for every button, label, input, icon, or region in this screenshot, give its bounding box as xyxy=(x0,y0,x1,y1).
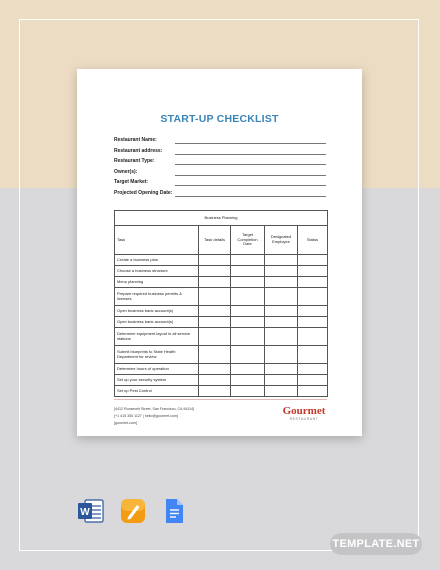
table-row xyxy=(115,346,328,364)
field-blank-line xyxy=(175,175,326,176)
empty-cell xyxy=(265,386,298,397)
column-header: Target Completion Date xyxy=(231,226,265,255)
empty-cell xyxy=(265,277,298,288)
field-label: Projected Opening Date: xyxy=(114,189,173,196)
empty-cell xyxy=(199,277,231,288)
empty-cell xyxy=(231,306,265,317)
field-label: Target Market: xyxy=(114,179,149,185)
task-name-cell: Prepare required business permits & licenses xyxy=(115,288,199,306)
task-name-cell: Create a business plan xyxy=(115,255,199,266)
address-line: [gourmet.com] xyxy=(114,420,137,425)
table-row xyxy=(115,328,328,346)
field-blank-line xyxy=(175,164,326,165)
task-name-cell: Choose a business structure xyxy=(115,266,199,277)
task-name-cell: Open business bank account(s) xyxy=(115,317,199,328)
checklist-table xyxy=(114,210,328,397)
empty-cell xyxy=(298,386,328,397)
empty-cell xyxy=(298,375,328,386)
empty-cell xyxy=(265,317,298,328)
column-header: Designated Employee xyxy=(265,226,298,255)
empty-cell xyxy=(265,346,298,364)
task-name-cell: Set up your security system xyxy=(115,375,199,386)
field-restaurant-name xyxy=(114,137,326,148)
field-blank-line xyxy=(175,196,326,197)
empty-cell xyxy=(298,364,328,375)
empty-cell xyxy=(231,288,265,306)
empty-cell xyxy=(265,266,298,277)
column-header: Task details xyxy=(199,226,231,255)
field-label: Owner(s): xyxy=(114,168,138,175)
document-title: START-UP CHECKLIST xyxy=(160,113,279,125)
empty-cell xyxy=(199,317,231,328)
empty-cell xyxy=(199,255,231,266)
task-name-cell: Determine hours of operation xyxy=(115,364,199,375)
empty-cell xyxy=(231,266,265,277)
empty-cell xyxy=(298,277,328,288)
empty-cell xyxy=(199,364,231,375)
empty-cell xyxy=(265,306,298,317)
footer-divider xyxy=(114,399,327,400)
empty-cell xyxy=(298,306,328,317)
empty-cell xyxy=(199,346,231,364)
empty-cell xyxy=(265,375,298,386)
field-label: Restaurant Name: xyxy=(114,137,157,143)
field-restaurant-address xyxy=(114,148,326,159)
column-header: Status xyxy=(298,226,328,255)
field-blank-line xyxy=(175,185,326,186)
table-row xyxy=(115,375,328,386)
empty-cell xyxy=(199,328,231,346)
table-row xyxy=(115,317,328,328)
google-docs-icon[interactable] xyxy=(160,497,188,530)
empty-cell xyxy=(199,266,231,277)
field-label: Restaurant address: xyxy=(114,147,163,154)
field-restaurant-type xyxy=(114,158,326,169)
empty-cell xyxy=(199,375,231,386)
svg-text:W: W xyxy=(80,507,90,518)
document-page xyxy=(77,69,362,436)
empty-cell xyxy=(231,277,265,288)
task-name-cell: Determine equipment layout in all service stations xyxy=(115,328,199,346)
empty-cell xyxy=(265,328,298,346)
task-name-cell: Menu planning xyxy=(115,277,199,288)
empty-cell xyxy=(265,255,298,266)
empty-cell xyxy=(231,346,265,364)
task-name-cell: Submit blueprints to State Health Department for review xyxy=(115,346,199,364)
task-name-cell: Open business bank account(s) xyxy=(115,306,199,317)
empty-cell xyxy=(231,255,265,266)
empty-cell xyxy=(298,288,328,306)
empty-cell xyxy=(298,346,328,364)
field-label: Restaurant Type: xyxy=(114,158,155,164)
logo-subtitle: RESTAURANT xyxy=(289,417,319,421)
field-projected-opening-date xyxy=(114,190,326,201)
field-owners xyxy=(114,169,326,180)
empty-cell xyxy=(298,255,328,266)
footer-address xyxy=(114,406,194,426)
empty-cell xyxy=(231,364,265,375)
table-row xyxy=(115,306,328,317)
table-row xyxy=(115,277,328,288)
field-target-market xyxy=(114,179,326,190)
info-fields xyxy=(114,137,326,200)
table-row xyxy=(115,255,328,266)
empty-cell xyxy=(199,306,231,317)
empty-cell xyxy=(231,317,265,328)
logo-name: Gourmet xyxy=(282,405,326,417)
column-header: Task xyxy=(115,226,199,255)
table-row xyxy=(115,364,328,375)
field-blank-line xyxy=(175,143,326,144)
address-line: [4412 Roosevelt Street, San Francisco, CA 94114] xyxy=(114,407,195,411)
empty-cell xyxy=(231,328,265,346)
table-header-row xyxy=(115,226,328,255)
empty-cell xyxy=(298,317,328,328)
table-row xyxy=(115,386,328,397)
empty-cell xyxy=(298,266,328,277)
table-row xyxy=(115,266,328,277)
empty-cell xyxy=(265,364,298,375)
restaurant-logo xyxy=(276,406,332,421)
empty-cell xyxy=(199,288,231,306)
template-net-badge[interactable]: TEMPLATE.NET xyxy=(330,533,422,555)
empty-cell xyxy=(231,386,265,397)
table-row xyxy=(115,288,328,306)
table-caption: Business Planning xyxy=(115,211,328,226)
empty-cell xyxy=(199,386,231,397)
empty-cell xyxy=(265,288,298,306)
address-line: [+1 415 355 1127 | hello@gourmet.com] xyxy=(114,413,178,418)
pages-icon[interactable] xyxy=(119,497,147,530)
field-blank-line xyxy=(175,154,326,155)
word-icon[interactable] xyxy=(77,497,105,530)
task-name-cell: Set up Pest Control xyxy=(115,386,199,397)
empty-cell xyxy=(231,375,265,386)
empty-cell xyxy=(298,328,328,346)
